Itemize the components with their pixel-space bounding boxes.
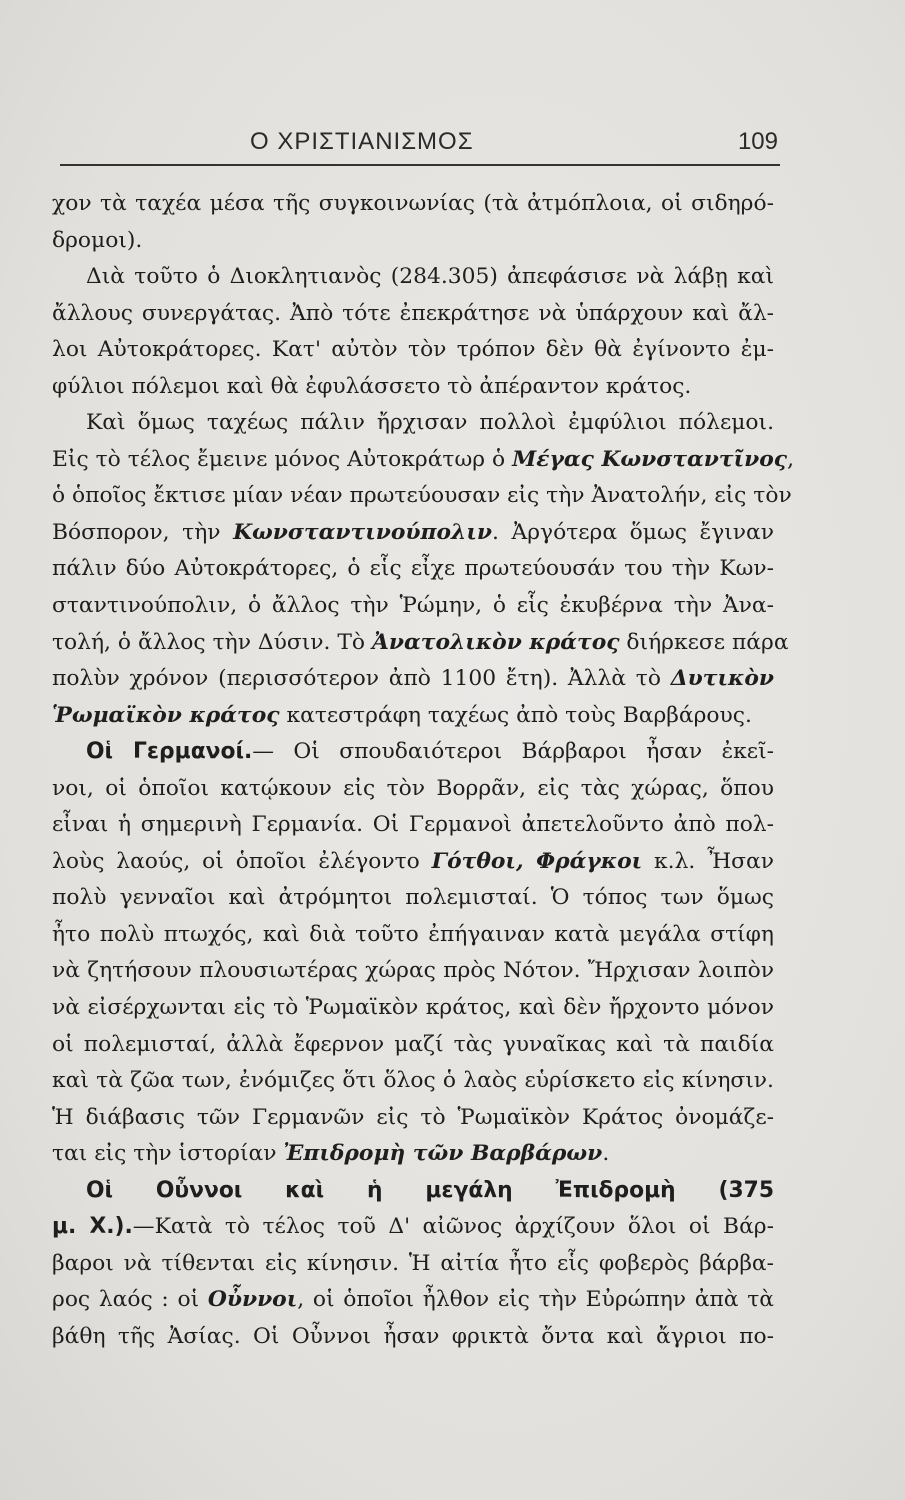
line-text-after: κ.λ. Ἦσαν: [642, 848, 774, 874]
section-heading: Οἱ Οὖννοι καὶ ἡ μεγάλη Ἐπιδρομὴ (375: [86, 1177, 774, 1203]
running-head: [60, 128, 780, 168]
line-text: λοὺς λαούς, οἱ ὁποῖοι ἐλέγοντο: [52, 848, 432, 874]
emphasized-term: Ἀνατολικὸν κράτος: [371, 629, 620, 655]
text-line: [52, 186, 774, 223]
emphasized-term: Οὖννοι: [207, 1287, 298, 1313]
text-line: [52, 953, 774, 990]
text-line: [52, 698, 774, 735]
text-line: [52, 1063, 774, 1100]
text-line: [52, 880, 774, 917]
line-text: ὁ ὁποῖος ἔκτισε μίαν νέαν πρωτεύουσαν εἰς τὴν Ἀνατολήν, εἰς τὸν: [52, 483, 792, 509]
text-line: [52, 1246, 774, 1283]
line-text-after: , οἱ ὁποῖοι ἦλθον εἰς τὴν Εὐρώπην ἀπὰ τὰ: [297, 1287, 774, 1313]
line-text: καὶ τὰ ζῶα των, ἐνόμιζες ὅτι ὅλος ὁ λαὸς εὑρίσκετο εἰς κίνησιν.: [52, 1068, 774, 1094]
line-text: οἱ πολεμισταί, ἀλλὰ ἔφερνον μαζί τὰς γυναῖκας καὶ τὰ παιδία: [52, 1031, 774, 1057]
text-line: [52, 1136, 774, 1173]
line-text: βαροι νὰ τίθενται εἰς κίνησιν. Ἡ αἰτία ἦτο εἷς φοβερὸς βάρβα-: [52, 1250, 774, 1276]
line-text: Ἡ διάβασις τῶν Γερμανῶν εἰς τὸ Ῥωμαϊκὸν Κράτος ὀνομάζε-: [52, 1104, 774, 1130]
text-line: [52, 625, 789, 662]
text-line: [52, 223, 774, 260]
line-text: σταντινούπολιν, ὁ ἄλλος τὴν Ῥώμην, ὁ εἷς ἐκυβέρνα τὴν Ἀνα-: [52, 593, 774, 619]
line-text: δρομοι).: [52, 227, 143, 253]
line-text: λοι Αὐτοκράτορες. Κατ' αὐτὸν τὸν τρόπον δὲν θὰ ἐγίνοντο ἐμ-: [52, 337, 774, 363]
text-line: [52, 990, 774, 1027]
line-text: χον τὰ ταχέα μέσα τῆς συγκοινωνίας (τὰ ἀτμόπλοια, οἱ σιδηρό-: [52, 191, 774, 216]
line-text: εἶναι ἡ σημερινὴ Γερμανία. Οἱ Γερμανοὶ ἀπετελοῦντο ἀπὸ πολ-: [52, 812, 774, 838]
emphasized-term: Ἐπιδρομὴ τῶν Βαρβάρων: [283, 1141, 603, 1167]
emphasized-term: Δυτικὸν: [670, 666, 774, 692]
body-text: [52, 186, 795, 1356]
line-text: ἄλλους συνεργάτας. Ἀπὸ τότε ἐπεκράτησε νὰ ὑπάρχουν καὶ ἄλ-: [52, 300, 774, 326]
line-text: ἦτο πολὺ πτωχός, καὶ διὰ τοῦτο ἐπήγαιναν κατὰ μεγάλα στίφη: [52, 921, 774, 947]
section-heading: Οἱ Γερμανοί.: [86, 739, 253, 765]
emphasized-term: Κωνσταντινούπολιν: [233, 519, 492, 545]
text-line: [52, 259, 774, 296]
text-line: [52, 405, 774, 442]
line-text: Διὰ τοῦτο ὁ Διοκλητιανὸς (284.305) ἀπεφάσισε νὰ λάβῃ καὶ: [86, 264, 774, 290]
line-text: φύλιοι πόλεμοι καὶ θὰ ἐφυλάσσετο τὸ ἀπέραντον κράτος.: [52, 373, 692, 399]
text-line: [52, 807, 774, 844]
emphasized-term: Γότθοι, Φράγκοι: [431, 848, 643, 874]
text-line: [52, 1027, 774, 1064]
text-line: [52, 332, 774, 369]
text-line: [52, 588, 774, 625]
text-line: [52, 771, 774, 808]
line-text-after: ,: [787, 446, 795, 472]
line-text: —Κατὰ τὸ τέλος τοῦ Δ' αἰῶνος ἀρχίζουν ὅλοι οἱ Βάρ-: [132, 1214, 774, 1240]
line-text-after: διήρκεσε πάρα: [619, 629, 789, 655]
line-text: νὰ εἰσέρχωνται εἰς τὸ Ῥωμαϊκὸν κράτος, καὶ δὲν ἤρχοντο μόνον: [52, 995, 774, 1021]
section-heading: μ. Χ.).: [52, 1214, 133, 1240]
text-line: [52, 844, 774, 881]
line-text: βάθη τῆς Ἀσίας. Οἱ Οὖννοι ἦσαν φρικτὰ ὄντα καὶ ἄγριοι πο-: [52, 1323, 774, 1349]
line-text: πολὺν χρόνον (περισσότερον ἀπὸ 1100 ἔτη). Ἀλλὰ τὸ: [52, 666, 671, 692]
text-line: [52, 661, 774, 698]
line-text: τολή, ὁ ἄλλος τὴν Δύσιν. Τὸ: [52, 629, 372, 655]
text-line: [52, 442, 795, 479]
line-text: πάλιν δύο Αὐτοκράτορες, ὁ εἷς εἶχε πρωτεύουσάν του τὴν Κων-: [52, 556, 774, 582]
text-line: [52, 1282, 774, 1319]
line-text: ται εἰς τὴν ἱστορίαν: [52, 1141, 284, 1167]
line-text: Εἰς τὸ τέλος ἔμεινε μόνος Αὐτοκράτωρ ὁ: [52, 446, 513, 472]
line-text: πολὺ γενναῖοι καὶ ἀτρόμητοι πολεμισταί. Ὁ τόπος των ὅμως: [52, 885, 774, 911]
text-line: [52, 551, 774, 588]
text-line: [52, 1319, 774, 1356]
text-line: [52, 1100, 774, 1137]
line-text: Βόσπορον, τὴν: [52, 519, 234, 545]
line-text: νὰ ζητήσουν πλουσιωτέρας χώρας πρὸς Νότον. Ἤρχισαν λοιπὸν: [52, 958, 774, 984]
section-heading-line: [52, 1209, 774, 1246]
section-heading-line: [52, 1173, 774, 1210]
text-line: [52, 369, 774, 406]
text-line: [52, 478, 792, 515]
text-line: [52, 917, 774, 954]
line-text: νοι, οἱ ὁποῖοι κατῴκουν εἰς τὸν Βορρᾶν, εἰς τὰς χώρας, ὅπου: [52, 775, 774, 801]
text-line: [52, 515, 774, 552]
line-text: ρος λαός : οἱ: [52, 1287, 208, 1313]
line-text-after: . Ἀργότερα ὅμως ἔγιναν: [492, 519, 774, 545]
emphasized-term: Μέγας Κωνσταντῖνος: [512, 446, 788, 472]
section-heading-line: [52, 734, 774, 771]
emphasized-term: Ῥωμαϊκὸν κράτος: [52, 702, 280, 728]
line-text: Καὶ ὅμως ταχέως πάλιν ἤρχισαν πολλοὶ ἐμφύλιοι πόλεμοι.: [86, 410, 774, 436]
page-number: 109: [737, 128, 778, 155]
header-rule: [60, 164, 780, 166]
line-text-after: .: [602, 1141, 610, 1167]
text-line: [52, 296, 774, 333]
line-text-after: κατεστράφη ταχέως ἀπὸ τοὺς Βαρβάρους.: [279, 702, 752, 728]
line-text: — Οἱ σπουδαιότεροι Βάρβαροι ἦσαν ἐκεῖ-: [252, 739, 774, 765]
page-title: Ο ΧΡΙΣΤΙΑΝΙΣΜΟΣ: [250, 128, 474, 155]
